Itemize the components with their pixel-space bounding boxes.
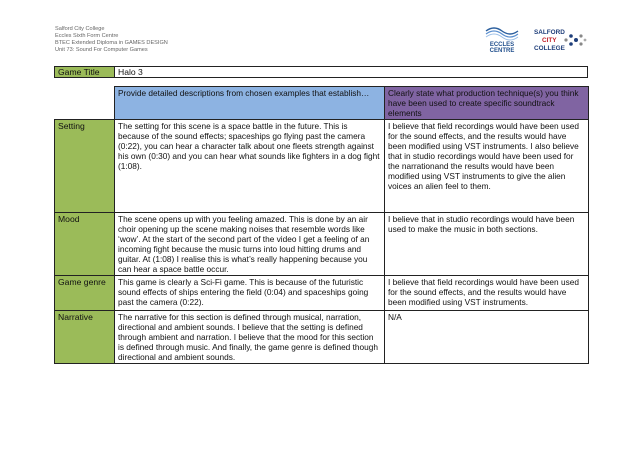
empty-corner-cell bbox=[55, 87, 115, 120]
salford-logo-text: SALFORD bbox=[534, 29, 565, 36]
table-row bbox=[55, 311, 589, 364]
header-line: Salford City College bbox=[55, 26, 105, 32]
header-row bbox=[55, 87, 589, 120]
salford-city-college-logo bbox=[532, 27, 588, 53]
header-line: BTEC Extended Diploma in GAMES DESIGN bbox=[55, 40, 168, 46]
city-logo-text: CITY bbox=[542, 37, 557, 44]
analysis-table bbox=[54, 86, 589, 364]
centre-logo-text: CENTRE bbox=[489, 48, 515, 53]
row-label-narrative: Narrative bbox=[55, 311, 115, 364]
description-column-header: Provide detailed descriptions from chosen examples that establish… bbox=[115, 87, 385, 120]
eccles-logo-text: ECCLES bbox=[489, 42, 515, 48]
row-label-game-genre: Game genre bbox=[55, 276, 115, 311]
game-title-table bbox=[54, 66, 588, 78]
row-description: The narrative for this section is defined through musical, narration, directional and ambient sounds. I believe that the setting is defined through ambient and narration. I believe that the mood for this section is defined through music. And finally, the game genre is defined though directional and ambient sounds. bbox=[115, 311, 385, 364]
header-line: Unit 73: Sound For Computer Games bbox=[55, 47, 148, 53]
document-header bbox=[55, 26, 168, 54]
row-label-setting: Setting bbox=[55, 120, 115, 213]
college-logo-text: COLLEGE bbox=[534, 45, 565, 52]
row-description: The setting for this scene is a space battle in the future. This is because of the sound effects; spaceships go flying past the camera (0:22), you can hear a character talk about one fleets strength against his own (0:30) and you can hear what sounds like fighters in a dog fight (1:08). bbox=[115, 120, 385, 213]
row-technique: N/A bbox=[385, 311, 589, 364]
row-description: The scene opens up with you feeling amazed. This is done by an air choir opening up the scene making noises that resemble words like ‘wow’. At the start of the second part of the video I get a feeling of an incoming fight because the music turns into loud hitting drums and guitar. At (1:08) I realise this is what’s really happening because you can hear a space battle occur. bbox=[115, 213, 385, 276]
row-technique: I believe that field recordings would have been used for the sound effects, and the results would have been modified using VST instruments. I also believe that in studio recordings would have been used for the narrationand the results would have been modified using VST instruments to give the alien voices an alien feel to them. bbox=[385, 120, 589, 213]
row-label-mood: Mood bbox=[55, 213, 115, 276]
table-row bbox=[55, 276, 589, 311]
row-description: This game is clearly a Sci-Fi game. This is because of the futuristic sound effects of ships entering the field (0:04) and spaceships going past the camera (0:22). bbox=[115, 276, 385, 311]
eccles-centre-logo bbox=[480, 25, 524, 53]
game-title-label: Game Title bbox=[55, 67, 115, 78]
row-technique: I believe that field recordings would have been used for the sound effects, and the results would have been modified using VST instruments. bbox=[385, 276, 589, 311]
technique-column-header: Clearly state what production technique(s) you think have been used to create specific soundtrack elements bbox=[385, 87, 589, 120]
row-technique: I believe that in studio recordings would have been used to make the music in both sections. bbox=[385, 213, 589, 276]
header-line: Eccles Sixth Form Centre bbox=[55, 33, 119, 39]
game-title-value: Halo 3 bbox=[115, 67, 588, 78]
table-row bbox=[55, 120, 589, 213]
table-row bbox=[55, 213, 589, 276]
